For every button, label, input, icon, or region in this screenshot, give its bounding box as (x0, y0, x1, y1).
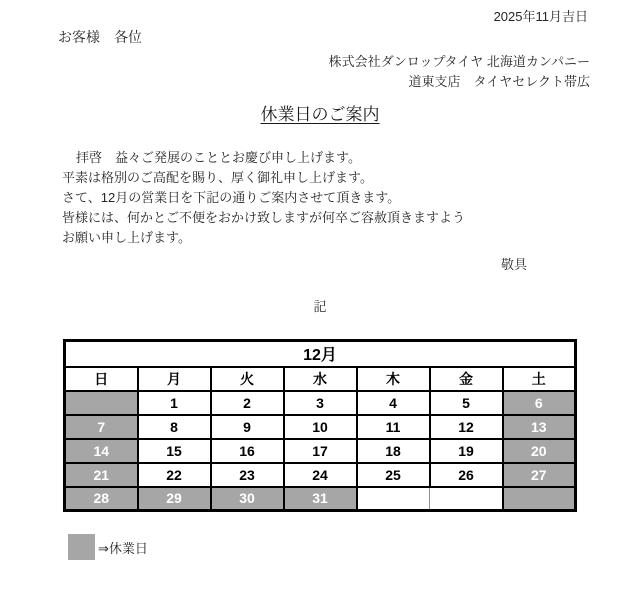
day-header-wed: 水 (284, 367, 357, 391)
calendar-week-row (65, 391, 576, 415)
body-line: さて、12月の営業日を下記の通りご案内させて頂きます。 (62, 190, 401, 205)
calendar-day-cell: 13 (503, 415, 576, 439)
calendar-week-row (65, 415, 576, 439)
calendar-day-cell: 11 (357, 415, 430, 439)
calendar-day-cell: 5 (430, 391, 503, 415)
closing-keigu: 敬具 (500, 257, 527, 272)
day-header-tue: 火 (211, 367, 284, 391)
calendar-day-cell: 19 (430, 439, 503, 463)
december-calendar (63, 339, 577, 512)
calendar-day-cell: 2 (211, 391, 284, 415)
calendar-week-row (65, 463, 576, 487)
month-title: 12月 (65, 341, 576, 367)
calendar-day-cell (503, 487, 576, 511)
calendar-day-cell: 29 (138, 487, 211, 511)
issue-date: 2025年11月吉日 (493, 9, 588, 24)
calendar-day-cell: 6 (503, 391, 576, 415)
holiday-notice-document (0, 8, 640, 591)
day-header-thu: 木 (357, 367, 430, 391)
calendar-day-cell: 8 (138, 415, 211, 439)
calendar-day-cell: 7 (65, 415, 138, 439)
day-header-fri: 金 (430, 367, 503, 391)
calendar-day-cell: 12 (430, 415, 503, 439)
sender-block (0, 52, 640, 92)
calendar-day-cell: 9 (211, 415, 284, 439)
calendar-day-cell: 24 (284, 463, 357, 487)
calendar-day-cell: 26 (430, 463, 503, 487)
day-header-mon: 月 (138, 367, 211, 391)
greeting-paragraph (0, 148, 640, 248)
body-line: 平素は格別のご高配を賜り、厚く御礼申し上げます。 (62, 170, 373, 185)
calendar-day-cell: 31 (284, 487, 357, 511)
calendar-day-cell: 1 (138, 391, 211, 415)
calendar-day-cell: 25 (357, 463, 430, 487)
document-title (0, 104, 640, 126)
month-title-row (65, 341, 576, 367)
day-header-sun: 日 (65, 367, 138, 391)
day-header-sat: 土 (503, 367, 576, 391)
calendar-day-cell: 17 (284, 439, 357, 463)
holiday-legend-label: ⇒休業日 (98, 540, 148, 556)
recipient-line: お客様 各位 (58, 29, 142, 45)
calendar-day-cell: 18 (357, 439, 430, 463)
calendar-day-cell (357, 487, 430, 511)
calendar-day-cell: 4 (357, 391, 430, 415)
calendar-day-cell: 23 (211, 463, 284, 487)
record-marker-ki: 記 (313, 299, 327, 314)
calendar-day-cell: 30 (211, 487, 284, 511)
branch-name: 道東支店 タイヤセレクト帯広 (408, 74, 590, 89)
calendar-week-row (65, 439, 576, 463)
calendar-day-cell: 21 (65, 463, 138, 487)
calendar-day-cell: 10 (284, 415, 357, 439)
calendar-day-cell (65, 391, 138, 415)
body-line: お願い申し上げます。 (62, 230, 191, 245)
calendar-day-cell: 22 (138, 463, 211, 487)
calendar-day-cell (430, 487, 503, 511)
holiday-legend (68, 534, 640, 560)
calendar-week-row (65, 487, 576, 511)
calendar-day-cell: 28 (65, 487, 138, 511)
calendar-day-cell: 15 (138, 439, 211, 463)
body-line: 拝啓 益々ご発展のこととお慶び申し上げます。 (76, 150, 361, 165)
calendar-day-cell: 3 (284, 391, 357, 415)
calendar-day-cell: 20 (503, 439, 576, 463)
calendar-day-cell: 14 (65, 439, 138, 463)
calendar-day-cell: 27 (503, 463, 576, 487)
holiday-color-swatch (68, 534, 95, 560)
day-header-row (65, 367, 576, 391)
company-name: 株式会社ダンロップタイヤ 北海道カンパニー (328, 54, 590, 69)
calendar-day-cell: 16 (211, 439, 284, 463)
body-line: 皆様には、何かとご不便をおかけ致しますが何卒ご容赦頂きますよう (62, 210, 466, 225)
document-title-text: 休業日のご案内 (260, 105, 380, 124)
